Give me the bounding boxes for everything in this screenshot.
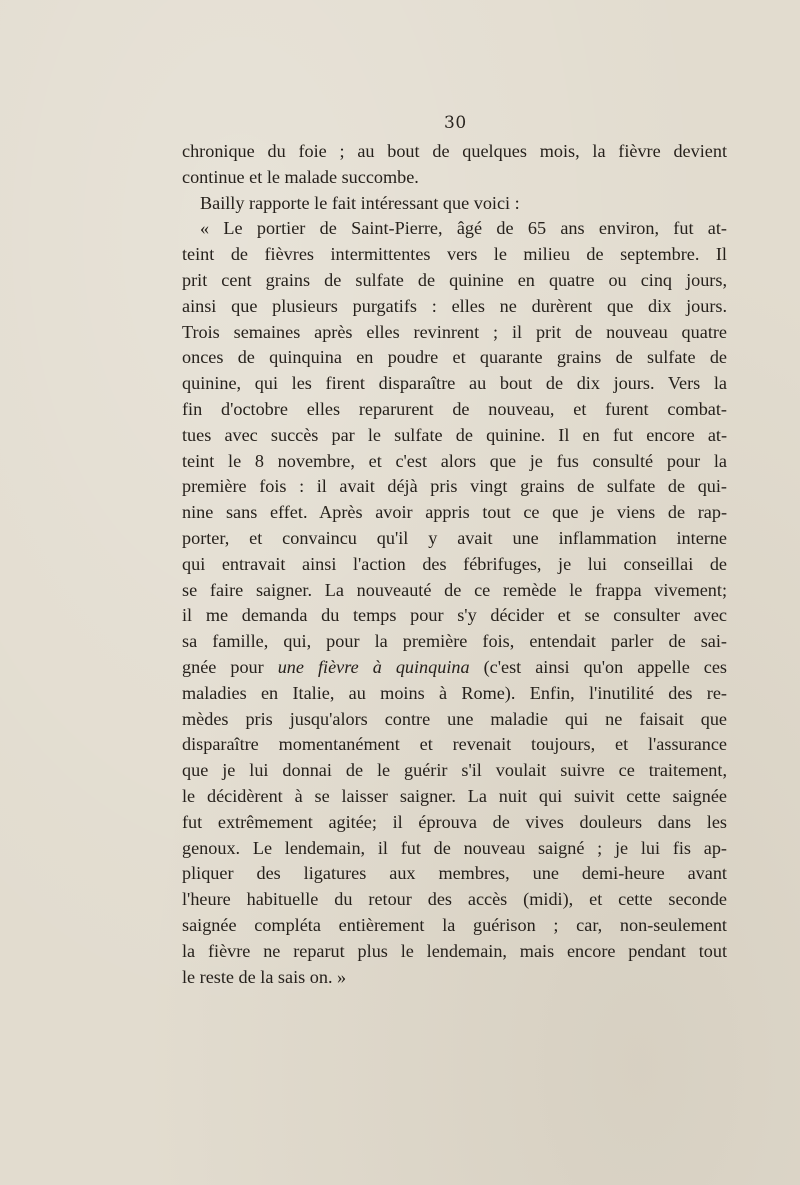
- body-text: [182, 139, 727, 990]
- text-line: Trois semaines après elles revinrent ; il prit de nouveau quatre: [182, 321, 727, 342]
- text-line: nine sans effet. Après avoir appris tout ce que je viens de rap-: [182, 502, 727, 523]
- text-line: l'heure habituelle du retour des accès (midi), et cette seconde: [182, 889, 727, 910]
- text-line: tues avec succès par le sulfate de quinine. Il en fut encore at-: [182, 424, 727, 445]
- text-line: première fois : il avait déjà pris vingt grains de sulfate de qui-: [182, 476, 727, 497]
- text-line: pliquer des ligatures aux membres, une demi-heure avant: [182, 863, 727, 884]
- page-number: 30: [444, 113, 467, 133]
- text-line: teint de fièvres intermittentes vers le milieu de septembre. Il: [182, 244, 727, 265]
- text-line: sa famille, qui, pour la première fois, entendait parler de sai-: [182, 631, 727, 652]
- text-line: saignée compléta entièrement la guérison ; car, non-seulement: [182, 914, 727, 935]
- text-line: porter, et convaincu qu'il y avait une inflammation interne: [182, 527, 727, 548]
- text-line: teint le 8 novembre, et c'est alors que je fus consulté pour la: [182, 450, 727, 471]
- text-segment: (c'est ainsi qu'on appelle ces: [469, 656, 728, 677]
- text-line: mèdes pris jusqu'alors contre une maladie qui ne faisait que: [182, 708, 727, 729]
- text-line: ainsi que plusieurs purgatifs : elles ne durèrent que dix jours.: [182, 295, 727, 316]
- text-line: Bailly rapporte le fait intéressant que voici :: [200, 192, 520, 213]
- text-line: il me demanda du temps pour s'y décider et se consulter avec: [182, 605, 727, 626]
- text-line: « Le portier de Saint-Pierre, âgé de 65 ans environ, fut at-: [200, 218, 727, 239]
- text-segment: gnée pour: [182, 656, 278, 677]
- text-line: la fièvre ne reparut plus le lendemain, mais encore pendant tout: [182, 940, 727, 961]
- text-line: onces de quinquina en poudre et quarante grains de sulfate de: [182, 347, 727, 368]
- text-line: maladies en Italie, au moins à Rome). Enfin, l'inutilité des re-: [182, 682, 727, 703]
- text-line: fut extrêmement agitée; il éprouva de vives douleurs dans les: [182, 811, 727, 832]
- text-line: quinine, qui les firent disparaître au bout de dix jours. Vers la: [182, 373, 727, 394]
- text-line: [182, 655, 727, 681]
- text-line: chronique du foie ; au bout de quelques mois, la fièvre devient: [182, 141, 727, 161]
- text-line: prit cent grains de sulfate de quinine en quatre ou cinq jours,: [182, 269, 727, 290]
- text-line: qui entravait ainsi l'action des fébrifuges, je lui conseillai de: [182, 553, 727, 574]
- text-line: continue et le malade succombe.: [182, 166, 419, 187]
- text-line: se faire saigner. La nouveauté de ce remède le frappa vivement;: [182, 579, 727, 600]
- italic-phrase: une fièvre à quinquina: [277, 656, 470, 677]
- text-line: disparaître momentanément et revenait toujours, et l'assurance: [182, 734, 727, 755]
- text-line: genoux. Le lendemain, il fut de nouveau saigné ; je lui fis ap-: [182, 837, 727, 858]
- text-line: le reste de la sais on. »: [182, 966, 347, 987]
- text-line: fin d'octobre elles reparurent de nouveau, et furent combat-: [182, 398, 727, 419]
- text-line: que je lui donnai de le guérir s'il voulait suivre ce traitement,: [182, 760, 727, 781]
- text-line: le décidèrent à se laisser saigner. La nuit qui suivit cette saignée: [182, 785, 727, 806]
